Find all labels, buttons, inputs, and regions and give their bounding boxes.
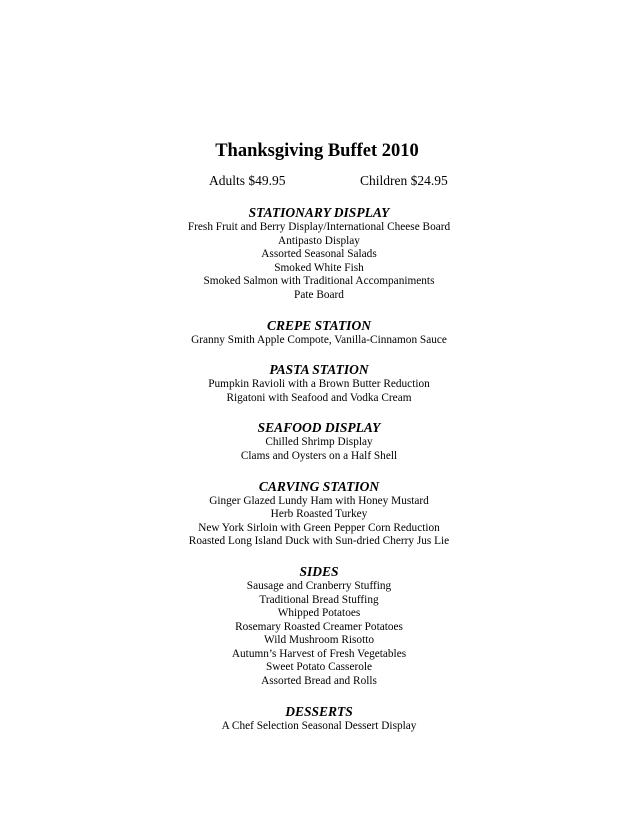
menu-item: Antipasto Display: [278, 234, 360, 247]
adults-price: Adults $49.95: [209, 173, 286, 188]
section-crepe-station: [0, 318, 638, 348]
menu-sections: [0, 205, 638, 733]
buffet-menu: [0, 138, 638, 733]
section-heading: PASTA STATION: [269, 362, 369, 378]
menu-item: Assorted Bread and Rolls: [261, 675, 377, 688]
section-items: [0, 436, 638, 463]
menu-item: Chilled Shrimp Display: [265, 436, 373, 449]
menu-item: Smoked Salmon with Traditional Accompaniments: [203, 275, 435, 288]
menu-item: Pumpkin Ravioli with a Brown Butter Reduction: [208, 378, 430, 391]
section-pasta-station: [0, 362, 638, 405]
section-sides: [0, 564, 638, 689]
section-carving-station: [0, 479, 638, 549]
section-items: [0, 720, 638, 734]
menu-item: A Chef Selection Seasonal Dessert Display: [221, 719, 417, 732]
section-desserts: [0, 704, 638, 734]
section-heading: CARVING STATION: [258, 478, 380, 494]
menu-item: Rigatoni with Seafood and Vodka Cream: [226, 391, 412, 404]
section-items: [0, 221, 638, 303]
section-items: [0, 378, 638, 405]
section-heading: DESSERTS: [285, 703, 353, 719]
menu-item: Traditional Bread Stuffing: [259, 593, 379, 606]
menu-item: Herb Roasted Turkey: [270, 508, 368, 521]
section-items: [0, 495, 638, 549]
section-seafood-display: [0, 420, 638, 463]
menu-item: Clams and Oysters on a Half Shell: [240, 449, 398, 462]
menu-item: Rosemary Roasted Creamer Potatoes: [235, 620, 403, 633]
price-line: [0, 171, 638, 191]
menu-item: Roasted Long Island Duck with Sun-dried Cherry Jus Lie: [188, 535, 450, 548]
menu-item: Whipped Potatoes: [277, 607, 361, 620]
section-stationary-display: [0, 205, 638, 303]
menu-item: New York Sirloin with Green Pepper Corn Reduction: [198, 521, 440, 534]
section-heading: SEAFOOD DISPLAY: [257, 420, 381, 436]
section-items: [0, 334, 638, 348]
menu-item: Pate Board: [294, 288, 344, 301]
menu-item: Granny Smith Apple Compote, Vanilla-Cinnamon Sauce: [191, 333, 447, 346]
menu-item: Ginger Glazed Lundy Ham with Honey Mustard: [209, 494, 429, 507]
section-heading: CREPE STATION: [267, 317, 371, 333]
section-items: [0, 580, 638, 689]
menu-item: Sausage and Cranberry Stuffing: [246, 579, 392, 592]
section-heading: SIDES: [299, 563, 339, 579]
menu-item: Sweet Potato Casserole: [265, 661, 373, 674]
menu-item: Wild Mushroom Risotto: [263, 634, 374, 647]
menu-item: Assorted Seasonal Salads: [261, 248, 377, 261]
menu-item: Smoked White Fish: [274, 261, 364, 274]
menu-item: Autumn’s Harvest of Fresh Vegetables: [231, 647, 407, 660]
menu-title: Thanksgiving Buffet 2010: [215, 141, 419, 161]
children-price: Children $24.95: [360, 173, 448, 188]
menu-item: Fresh Fruit and Berry Display/International Cheese Board: [187, 221, 451, 233]
section-heading: STATIONARY DISPLAY: [248, 205, 390, 220]
